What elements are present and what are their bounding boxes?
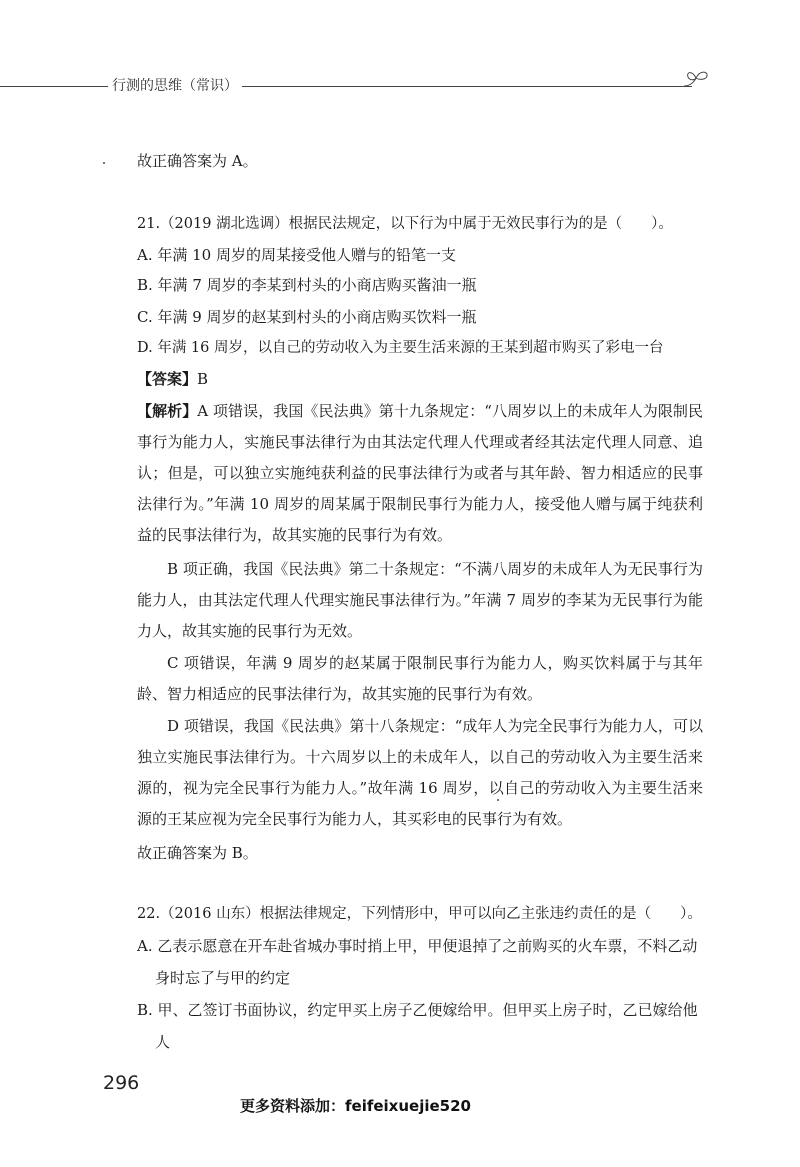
q22-option-a: A. 乙表示愿意在开车赴省城办事时捎上甲，甲便退掉了之前购买的火车票，不料乙动身时忘了与甲的约定: [137, 937, 698, 987]
q21-option-b: B. 年满 7 周岁的李某到村头的小商店购买酱油一瓶: [137, 276, 477, 294]
page-number: 296: [103, 1072, 140, 1094]
header-title: 行测的思维（常识）: [112, 78, 238, 94]
q21-analysis-b: B 项正确，我国《民法典》第二十条规定：“不满八周岁的未成年人为无民事行为能力人，由其法定代理人代理实施民事法律行为。”年满 7 周岁的李某为无民事行为能力人，故其实施的民事行为无效。: [137, 560, 703, 640]
header-rule-left: [0, 86, 108, 87]
q21-conclusion: 故正确答案为 B。: [137, 844, 258, 862]
q21-analysis-a: [137, 396, 703, 551]
q21-option-d: D. 年满 16 周岁，以自己的劳动收入为主要生活来源的王某到超市购买了彩电一台: [137, 340, 664, 356]
q21-analysis-c: C 项错误，年满 9 周岁的赵某属于限制民事行为能力人，购买饮料属于与其年龄、智力相适应的民事法律行为，故其实施的民事行为有效。: [137, 654, 703, 703]
q21-stem: 21.（2019 湖北选调）根据民法规定，以下行为中属于无效民事行为的是（ ）。: [137, 216, 673, 232]
q20-conclusion: 故正确答案为 A。: [137, 152, 258, 170]
header-rule-right: [242, 86, 692, 87]
q21-answer: [137, 364, 707, 395]
scan-speck: [497, 799, 499, 801]
q22-option-b: B. 甲、乙签订书面协议，约定甲买上房子乙便嫁给甲。但甲买上房子时，乙已嫁给他人: [137, 1001, 698, 1051]
q21-option-c: C. 年满 9 周岁的赵某到村头的小商店购买饮料一瓶: [137, 308, 477, 326]
q21-analysis-d: D 项错误，我国《民法典》第十八条规定：“成年人为完全民事行为能力人，可以独立实施民事法律行为。十六周岁以上的未成年人，以自己的劳动收入为主要生活来源的，视为完全民事行为能力人。”故年满 16 周岁，以自己的劳动收入为主要生活来源的王某应视为完全民事行为能力人，其买彩电的民事行为有效。: [137, 717, 703, 828]
leaf-ornament-icon: [682, 68, 712, 90]
running-header: [0, 70, 800, 100]
analysis-label: 【解析】: [137, 402, 198, 420]
analysis-a-text: A 项错误，我国《民法典》第十九条规定：“八周岁以上的未成年人为限制民事行为能力人，实施民事法律行为由其法定代理人代理或者经其法定代理人同意、追认；但是，可以独立实施纯获利益的民事法律行为或者与其年龄、智力相适应的民事法律行为。”年满 10 周岁的周某属于限制民事行为能力人，接受他人赠与属于纯获利益的民事法律行为，故其实施的民事行为有效。: [137, 402, 703, 544]
answer-value: B: [197, 370, 209, 388]
footer-note: 更多资料添加：feifeixuejie520: [240, 1097, 471, 1115]
q21-option-a: A. 年满 10 周岁的周某接受他人赠与的铅笔一支: [137, 246, 456, 264]
q22-stem: 22.（2016 山东）根据法律规定，下列情形中，甲可以向乙主张违约责任的是（ ）。: [137, 906, 702, 922]
answer-label: 【答案】: [137, 370, 198, 388]
scan-speck: [103, 162, 105, 164]
